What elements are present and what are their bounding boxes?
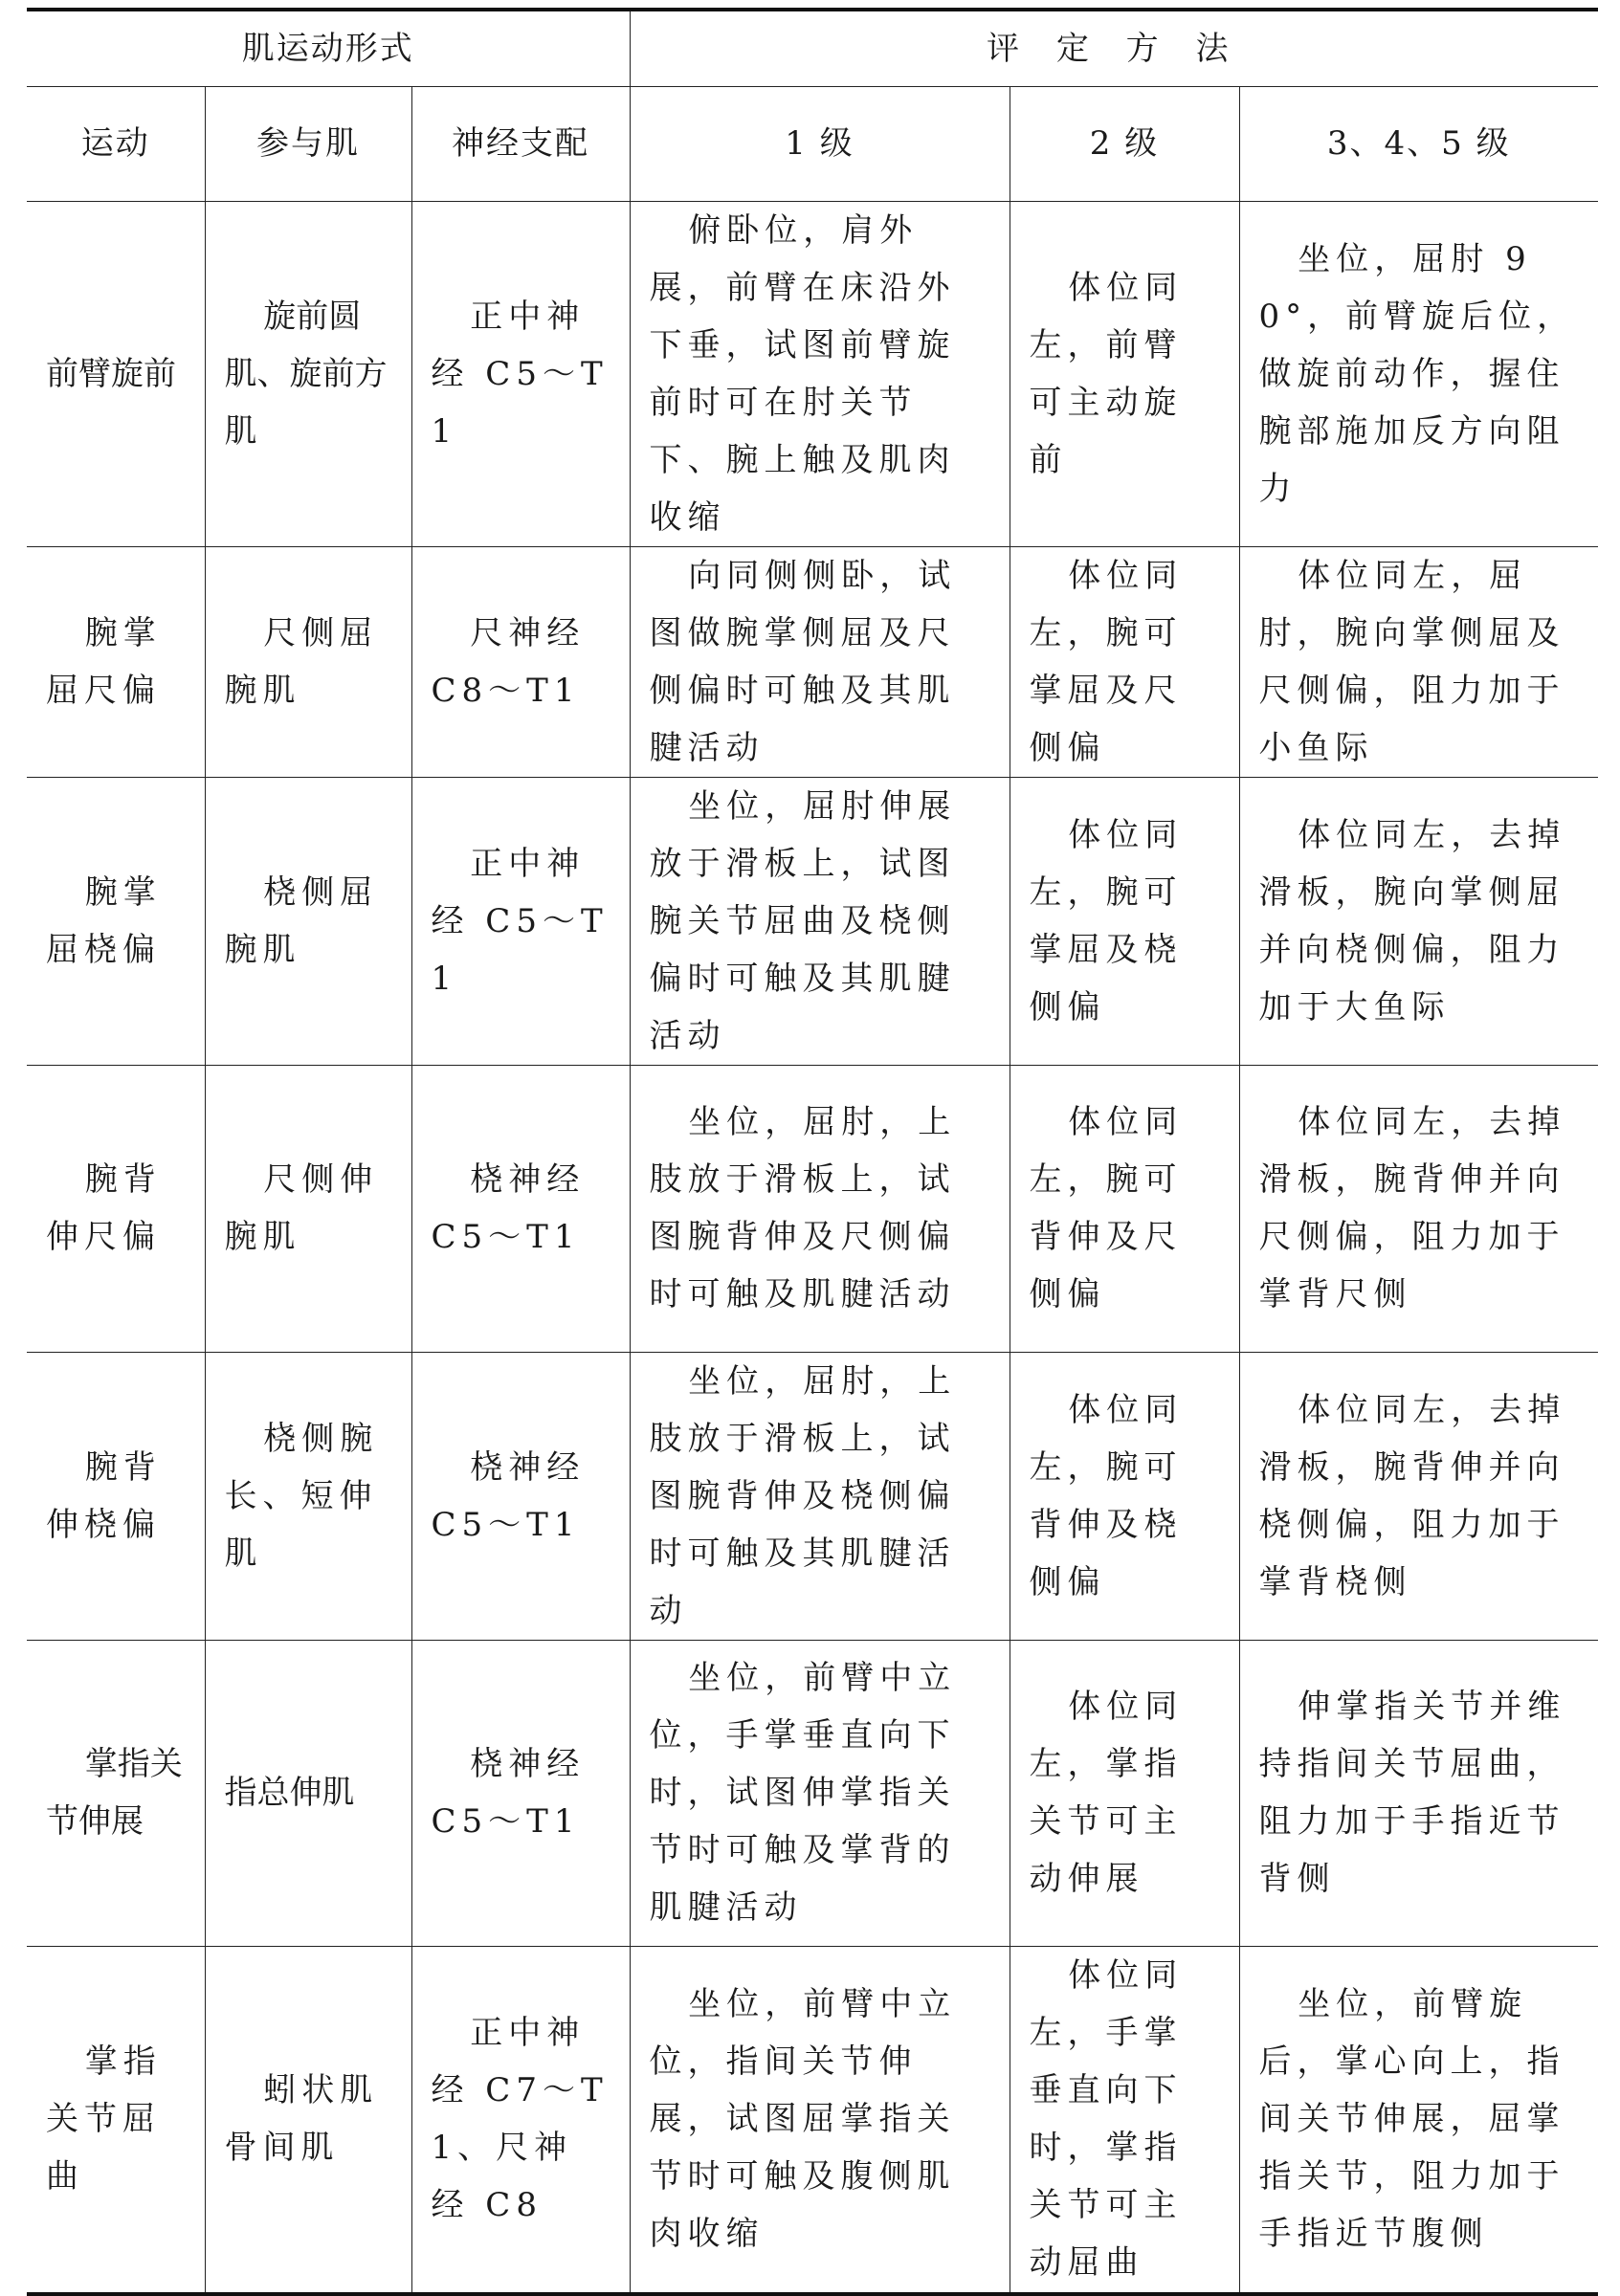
- nerve-cell: 尺神经 C8～T1: [411, 546, 630, 777]
- grade345-cell: 体位同左，去掉滑板，腕背伸并向桡侧偏，阻力加于掌背桡侧: [1239, 1352, 1598, 1640]
- motion-cell: 腕掌屈尺偏: [27, 546, 205, 777]
- nerve-cell: 正中神经 C7～T1、尺神经 C8: [411, 1946, 630, 2294]
- grade1-cell: 坐位，前臂中立位，指间关节伸展，试图屈掌指关节时可触及腹侧肌肉收缩: [630, 1946, 1010, 2294]
- nerve-cell: 桡神经 C5～T1: [411, 1065, 630, 1352]
- col-header-grade345: 3、4、5 级: [1239, 86, 1598, 201]
- grade2-cell: 体位同左，手掌垂直向下时，掌指关节可主动屈曲: [1010, 1946, 1239, 2294]
- header-assessment-method: 评 定 方 法: [630, 10, 1598, 86]
- col-header-grade2: 2 级: [1010, 86, 1239, 201]
- grade345-cell: 坐位，前臂旋后，掌心向上，指间关节伸展，屈掌指关节，阻力加于手指近节腹侧: [1239, 1946, 1598, 2294]
- grade2-cell: 体位同左，腕可掌屈及尺侧偏: [1010, 546, 1239, 777]
- grade1-cell: 坐位，屈肘，上肢放于滑板上，试图腕背伸及尺侧偏时可触及肌腱活动: [630, 1065, 1010, 1352]
- nerve-cell: 正中神经 C5～T1: [411, 777, 630, 1065]
- motion-cell: 掌指关节伸展: [27, 1640, 205, 1946]
- header-column-row: [27, 86, 1598, 201]
- table-row: [27, 1352, 1598, 1640]
- grade345-cell: 坐位，屈肘 90°，前臂旋后位，做旋前动作，握住腕部施加反方向阻力: [1239, 201, 1598, 546]
- grade2-cell: 体位同左，腕可背伸及桡侧偏: [1010, 1352, 1239, 1640]
- muscle-cell: 桡侧腕长、短伸肌: [205, 1352, 411, 1640]
- motion-cell: 腕背伸桡偏: [27, 1352, 205, 1640]
- nerve-cell: 桡神经 C5～T1: [411, 1352, 630, 1640]
- grade345-cell: 体位同左，屈肘，腕向掌侧屈及尺侧偏，阻力加于小鱼际: [1239, 546, 1598, 777]
- header-muscle-movement: 肌运动形式: [27, 10, 630, 86]
- grade1-cell: 坐位，屈肘伸展放于滑板上，试图腕关节屈曲及桡侧偏时可触及其肌腱活动: [630, 777, 1010, 1065]
- grade1-cell: 坐位，前臂中立位，手掌垂直向下时，试图伸掌指关节时可触及掌背的肌腱活动: [630, 1640, 1010, 1946]
- table-row: [27, 1640, 1598, 1946]
- header-group-row: [27, 10, 1598, 86]
- nerve-cell: 桡神经 C5～T1: [411, 1640, 630, 1946]
- grade1-cell: 俯卧位，肩外展，前臂在床沿外下垂，试图前臂旋前时可在肘关节下、腕上触及肌肉收缩: [630, 201, 1010, 546]
- muscle-test-table: [27, 8, 1598, 2296]
- grade345-cell: 体位同左，去掉滑板，腕背伸并向尺侧偏，阻力加于掌背尺侧: [1239, 1065, 1598, 1352]
- col-header-grade1: 1 级: [630, 86, 1010, 201]
- col-header-motion: 运动: [27, 86, 205, 201]
- grade2-cell: 体位同左，腕可背伸及尺侧偏: [1010, 1065, 1239, 1352]
- motion-cell: 掌指关节屈曲: [27, 1946, 205, 2294]
- muscle-cell: 旋前圆肌、旋前方肌: [205, 201, 411, 546]
- grade345-cell: 伸掌指关节并维持指间关节屈曲，阻力加于手指近节背侧: [1239, 1640, 1598, 1946]
- table-row: [27, 201, 1598, 546]
- muscle-cell: 尺侧屈腕肌: [205, 546, 411, 777]
- motion-cell: 腕背伸尺偏: [27, 1065, 205, 1352]
- table-row: [27, 777, 1598, 1065]
- motion-cell: 腕掌屈桡偏: [27, 777, 205, 1065]
- table-row: [27, 1065, 1598, 1352]
- grade2-cell: 体位同左，掌指关节可主动伸展: [1010, 1640, 1239, 1946]
- grade1-cell: 坐位，屈肘，上肢放于滑板上，试图腕背伸及桡侧偏时可触及其肌腱活动: [630, 1352, 1010, 1640]
- grade2-cell: 体位同左，腕可掌屈及桡侧偏: [1010, 777, 1239, 1065]
- muscle-cell: 指总伸肌: [205, 1640, 411, 1946]
- muscle-cell: 尺侧伸腕肌: [205, 1065, 411, 1352]
- muscle-cell: 蚓状肌骨间肌: [205, 1946, 411, 2294]
- grade2-cell: 体位同左，前臂可主动旋前: [1010, 201, 1239, 546]
- nerve-cell: 正中神经 C5～T1: [411, 201, 630, 546]
- col-header-nerve: 神经支配: [411, 86, 630, 201]
- grade1-cell: 向同侧侧卧，试图做腕掌侧屈及尺侧偏时可触及其肌腱活动: [630, 546, 1010, 777]
- table-row: [27, 1946, 1598, 2294]
- muscle-cell: 桡侧屈腕肌: [205, 777, 411, 1065]
- grade345-cell: 体位同左，去掉滑板，腕向掌侧屈并向桡侧偏，阻力加于大鱼际: [1239, 777, 1598, 1065]
- motion-cell: 前臂旋前: [27, 201, 205, 546]
- table-row: [27, 546, 1598, 777]
- col-header-muscle: 参与肌: [205, 86, 411, 201]
